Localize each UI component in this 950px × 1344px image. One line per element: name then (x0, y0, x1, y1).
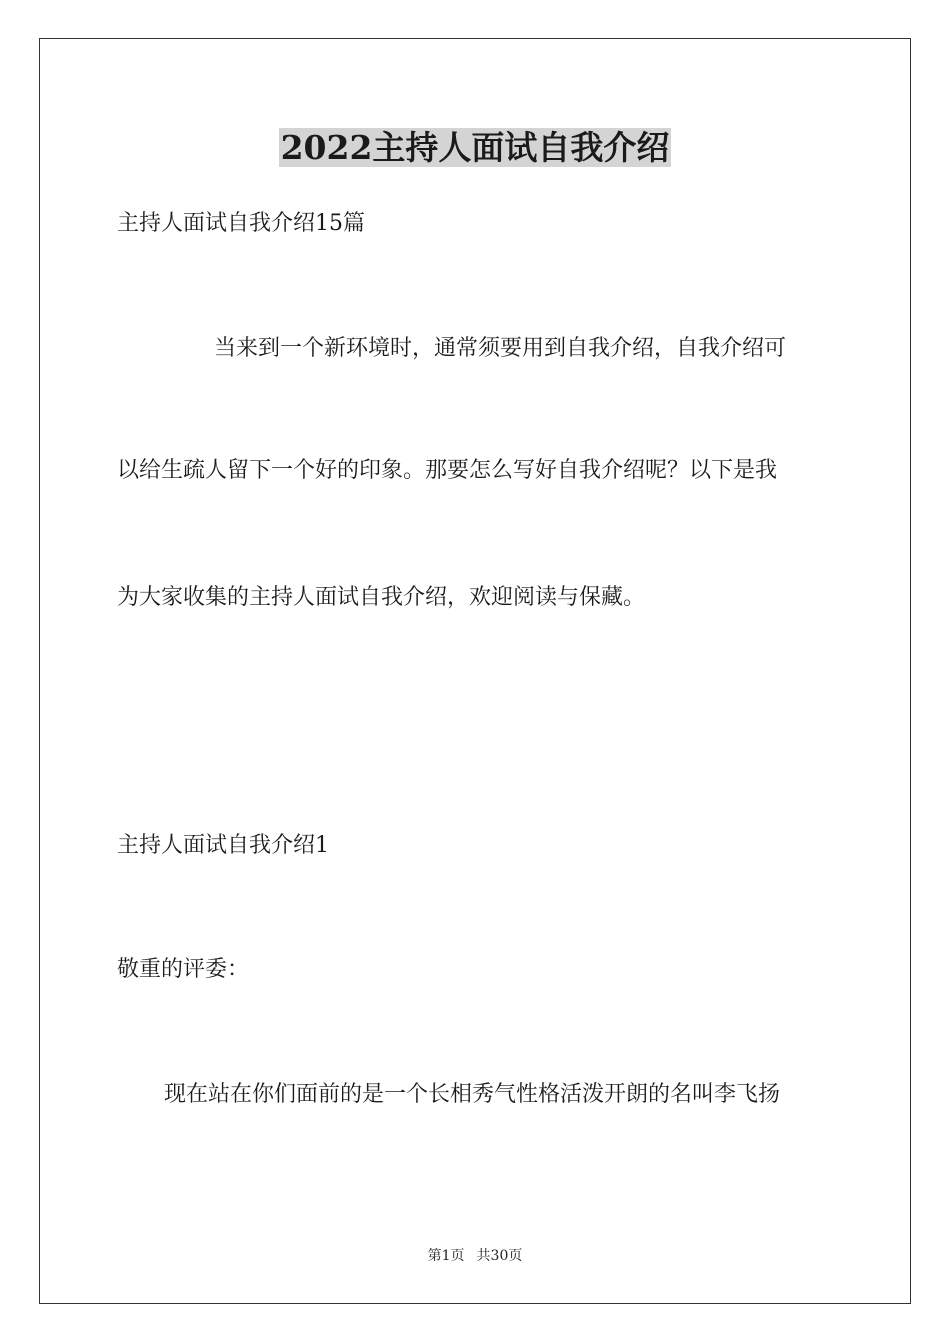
intro-line-3: 为大家收集的主持人面试自我介绍，欢迎阅读与保藏。 (117, 585, 646, 610)
intro-line-2: 以给生疏人留下一个好的印象。那要怎么写好自我介绍呢？以下是我 (117, 458, 778, 483)
document-title (0, 126, 950, 170)
document-subtitle: 主持人面试自我介绍15篇 (117, 211, 365, 236)
body-line-1: 现在站在你们面前的是一个长相秀气性格活泼开朗的名叫李飞扬 (164, 1082, 781, 1107)
salutation: 敬重的评委： (117, 957, 250, 982)
document-title-text: 2022主持人面试自我介绍 (280, 128, 670, 167)
intro-line-1: 当来到一个新环境时，通常须要用到自我介绍，自我介绍可 (214, 336, 787, 361)
page-footer (0, 1246, 950, 1266)
section-heading: 主持人面试自我介绍1 (117, 833, 329, 858)
total-pages: 共30页 (476, 1248, 523, 1264)
page-number: 第1页 (427, 1248, 465, 1264)
